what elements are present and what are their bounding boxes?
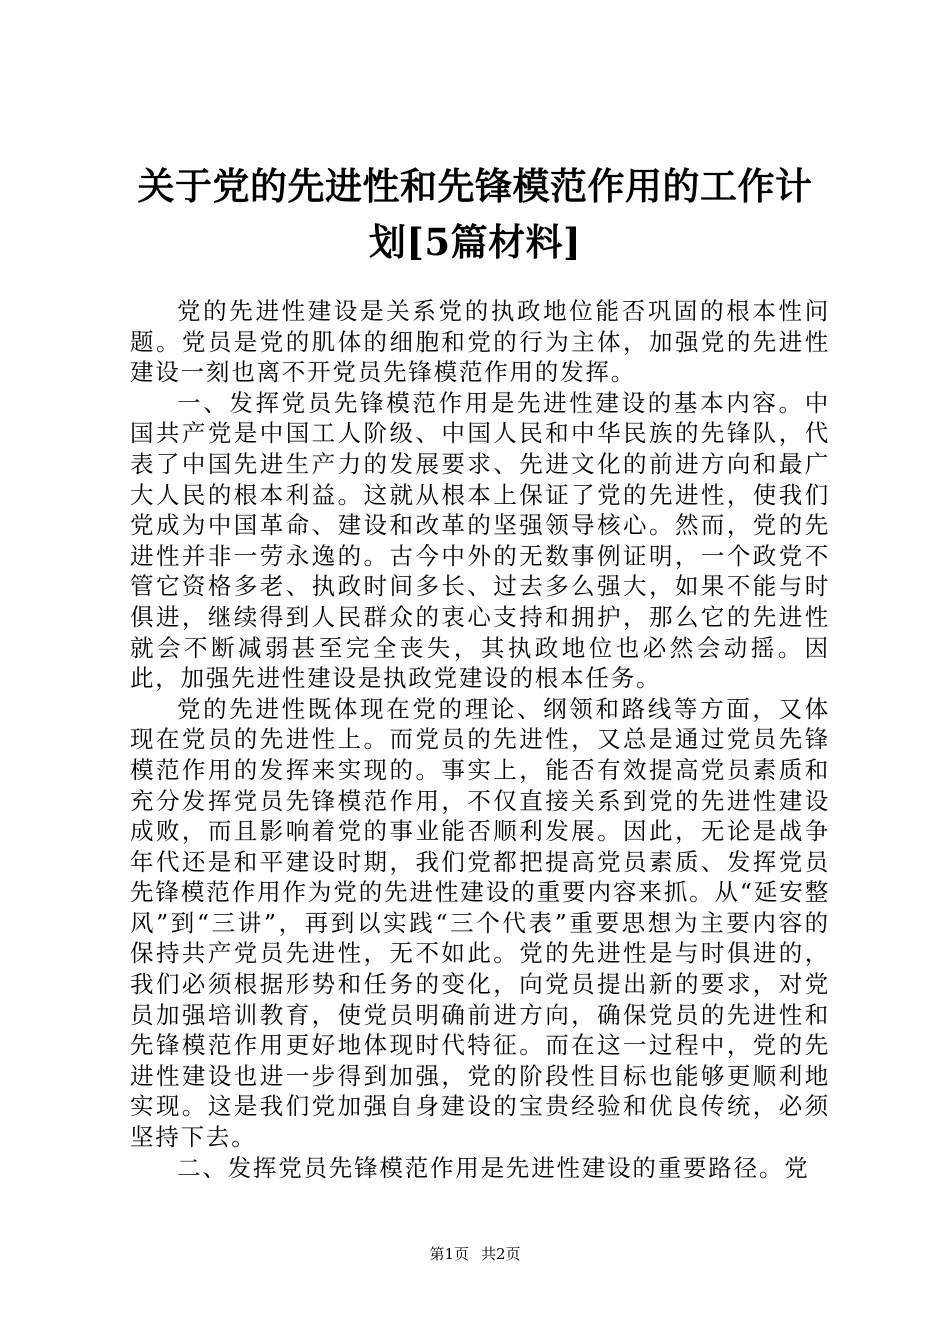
paragraph-section-one-continued: 党的先进性既体现在党的理论、纲领和路线等方面，又体现在党员的先进性上。而党员的先进性，又总是通过党员先锋模范作用的发挥来实现的。事实上，能否有效提高党员素质和充分发挥党员先锋模范作用，不仅直接关系到党的先进性建设成败，而且影响着党的事业能否顺利发展。因此，无论是战争年代还是和平建设时期，我们党都把提高党员素质、发挥党员先锋模范作用作为党的先进性建设的重要内容来抓。从“延安整风”到“三讲”，再到以实践“三个代表”重要思想为主要内容的保持共产党员先进性，无不如此。党的先进性是与时俱进的，我们必须根据形势和任务的变化，向党员提出新的要求，对党员加强培训教育，使党员明确前进方向，确保党员的先进性和先锋模范作用更好地体现时代特征。而在这一过程中，党的先进性建设也进一步得到加强，党的阶段性目标也能够更顺利地实现。这是我们党加强自身建设的宝贵经验和优良传统，必须坚持下去。: [130, 694, 830, 1152]
page-number-current: 第1页: [429, 1245, 469, 1263]
paragraph-section-one: 一、发挥党员先锋模范作用是先进性建设的基本内容。中国共产党是中国工人阶级、中国人民和中华民族的先锋队，代表了中国先进生产力的发展要求、先进文化的前进方向和最广大人民的根本利益。这就从根本上保证了党的先进性，使我们党成为中国革命、建设和改革的坚强领导核心。然而，党的先进性并非一劳永逸的。古今中外的无数事例证明，一个政党不管它资格多老、执政时间多长、过去多么强大，如果不能与时俱进，继续得到人民群众的衷心支持和拥护，那么它的先进性就会不断减弱甚至完全丧失，其执政地位也必然会动摇。因此，加强先进性建设是执政党建设的根本任务。: [130, 388, 830, 693]
document-body: [130, 296, 830, 1183]
paragraph-section-two: 二、发挥党员先锋模范作用是先进性建设的重要路径。党: [177, 1153, 810, 1182]
paragraph-intro: 党的先进性建设是关系党的执政地位能否巩固的根本性问题。党员是党的肌体的细胞和党的行为主体，加强党的先进性建设一刻也离不开党员先锋模范作用的发挥。: [130, 297, 830, 387]
page-number-total: 共2页: [481, 1245, 521, 1263]
document-title: 关于党的先进性和先锋模范作用的工作计划[5篇材料]: [137, 164, 813, 264]
page-footer: [0, 1244, 950, 1264]
